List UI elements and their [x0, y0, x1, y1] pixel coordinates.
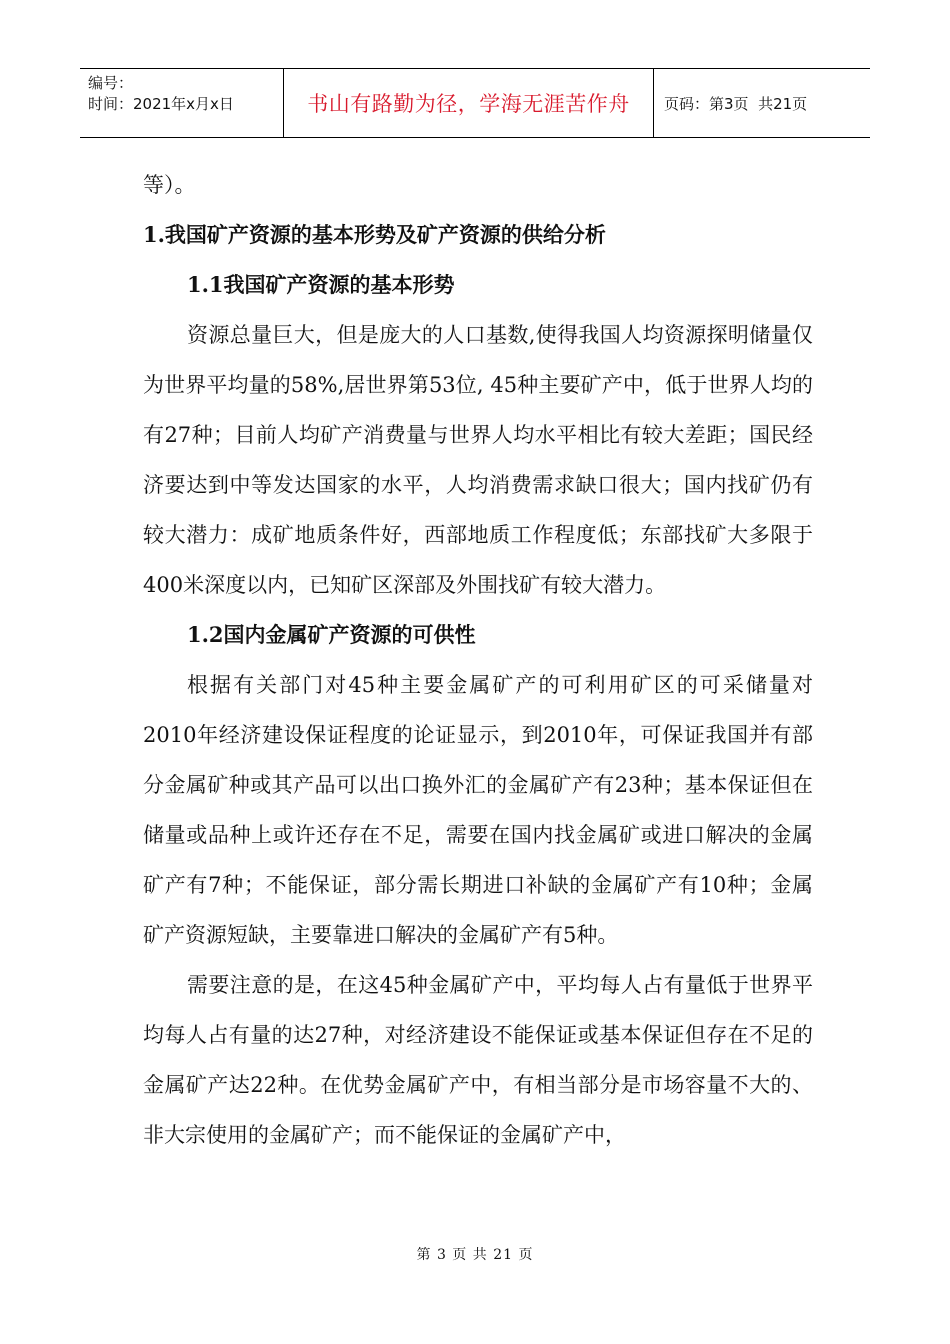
paragraph-attention: 需要注意的是，在这45种金属矿产中，平均每人占有量低于世界平均每人占有量的达27种，对经济建设不能保证或基本保证但存在不足的金属矿产达22种。在优势金属矿产中，有相当部分是市场容量不大的、非大宗使用的金属矿产；而不能保证的金属矿产中，	[143, 973, 813, 1147]
header-meta	[80, 69, 283, 137]
subsection-heading-1-1: 1.1我国矿产资源的基本形势	[187, 272, 455, 297]
document-time-label: 时间：2021年x月x日	[88, 95, 234, 113]
section-heading: 1.我国矿产资源的基本形势及矿产资源的供给分析	[143, 222, 606, 247]
header-motto: 书山有路勤为径，学海无涯苦作舟	[283, 69, 654, 137]
document-number-label: 编号：	[88, 74, 134, 92]
paragraph-resource-situation: 资源总量巨大，但是庞大的人口基数,使得我国人均资源探明储量仅为世界平均量的58%,居世界第53位, 45种主要矿产中，低于世界人均的有27种；目前人均矿产消费量与世界人均水平相比有较大差距；国民经济要达到中等发达国家的水平，人均消费需求缺口很大；国内找矿仍有较大潜力：成矿地质条件好，西部地质工作程度低；东部找矿大多限于400米深度以内，已知矿区深部及外围找矿有较大潜力。	[143, 323, 813, 597]
document-body	[143, 160, 813, 1160]
page-footer: 第 3 页 共 21 页	[416, 1247, 534, 1263]
header-page-label: 页码：第3页 共21页	[664, 94, 808, 113]
document-header	[80, 68, 870, 138]
subsection-heading-1-2: 1.2国内金属矿产资源的可供性	[187, 622, 476, 647]
paragraph-continuation: 等）。	[143, 173, 196, 197]
paragraph-metal-supply: 根据有关部门对45种主要金属矿产的可利用矿区的可采储量对2010年经济建设保证程度的论证显示，到2010年，可保证我国并有部分金属矿种或其产品可以出口换外汇的金属矿产有23种；基本保证但在储量或品种上或许还存在不足，需要在国内找金属矿或进口解决的金属矿产有7种；不能保证，部分需长期进口补缺的金属矿产有10种；金属矿产资源短缺，主要靠进口解决的金属矿产有5种。	[143, 673, 813, 947]
